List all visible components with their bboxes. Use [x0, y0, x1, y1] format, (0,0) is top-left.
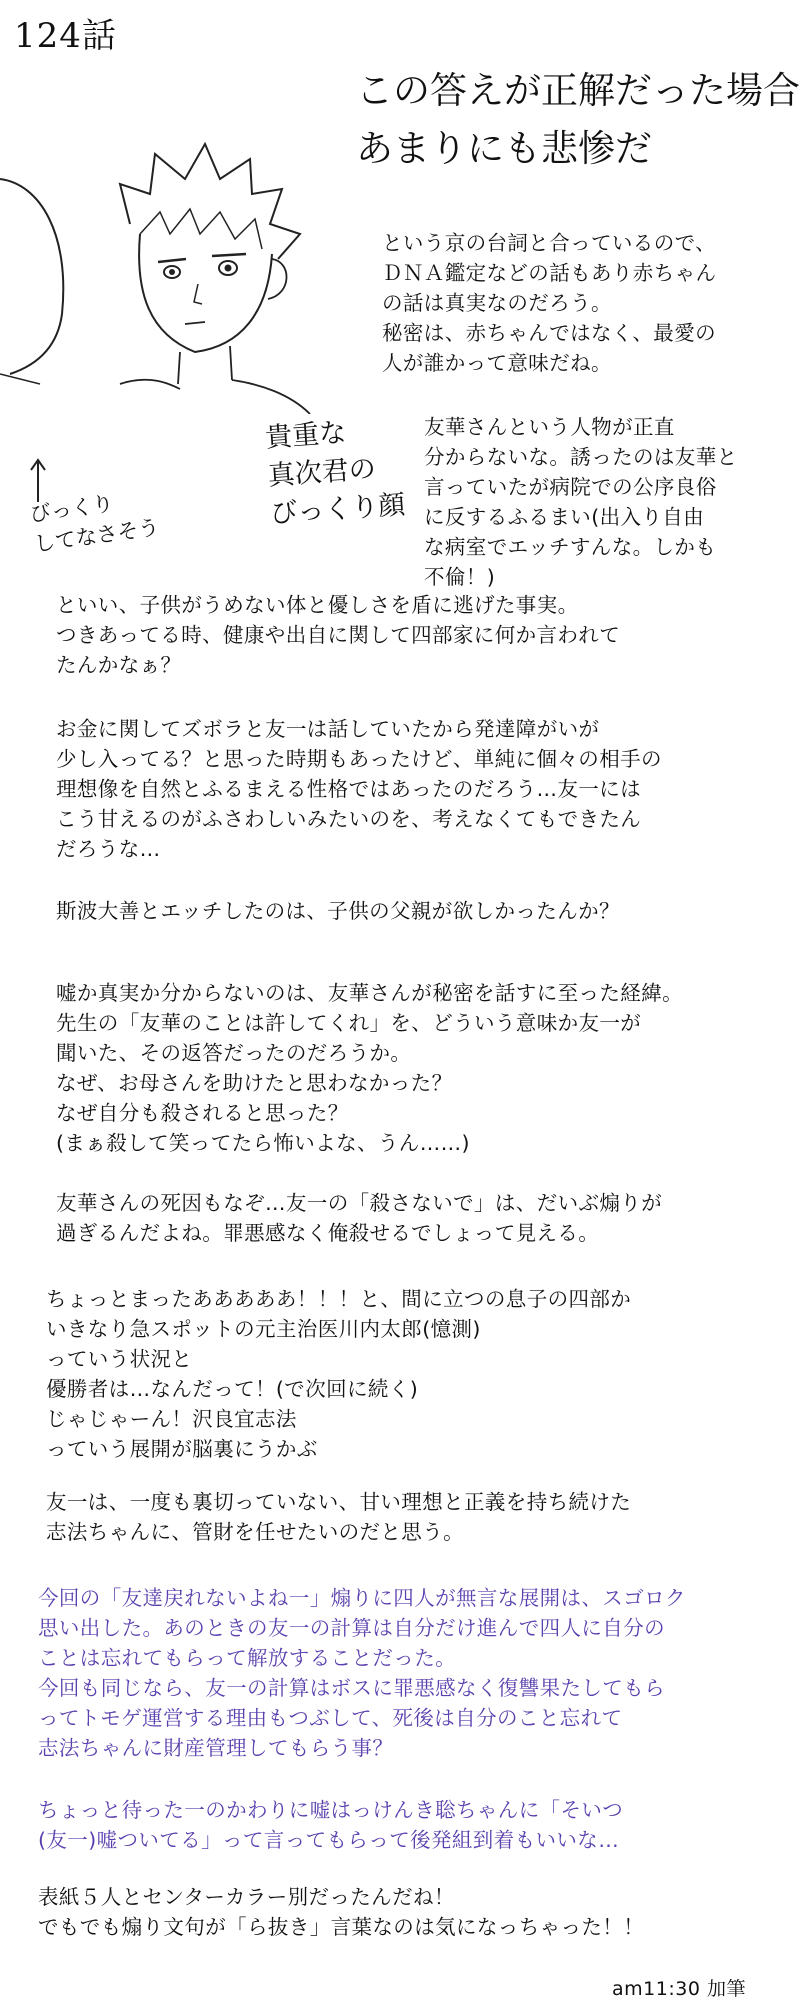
paragraph-death: 友華さんの死因もなぞ…友一の「殺さないで」は、だいぶ煽りが 過ぎるんだよね。罪悪感なく俺殺せるでしょって見える。 [56, 1191, 663, 1245]
character-sketch [0, 84, 380, 414]
arrow-up-icon [28, 458, 48, 502]
sketch-note-left: びっくり してなさそう [28, 491, 161, 557]
paragraph-yuichi: 友一は、一度も裏切っていない、甘い理想と正義を持ち続けた 志法ちゃんに、管財を任せたいのだと思う。 [46, 1490, 632, 1544]
sketch-note-mid: 貴重な 真次君の びっくり顔 [264, 417, 407, 530]
paragraph-toii: といい、子供がうめない体と優しさを盾に逃げた事実。 つきあってる時、健康や出自に関して四部家に何か言われて たんかなぁ？ [56, 593, 621, 677]
paragraph-yuka: 友華さんという人物が正直 分からないな。誘ったのは友華と 言っていたが病院での公序良俗 に反するふるまい(出入り自由 な病室でエッチすんな。しかも 不倫！) [424, 415, 738, 589]
paragraph-konkai: 今回の「友達戻れないよね一」煽りに四人が無言な展開は、スゴロク 思い出した。あのときの友一の計算は自分だけ進んで四人に自分の ことは忘れてもらって解放することだった。 今回も同じなら、友一の計算はボスに罪悪感なく復讐果たしてもら ってトモゲ運営する理由もつぶして、死後は自分のこと忘れて 志法ちゃんに財産管理してもらう事？ [38, 1586, 686, 1760]
paragraph-okane: お金に関してズボラと友一は話していたから発達障がいが 少し入ってる？と思った時期もあったけど、単純に個々の相手の 理想像を自然とふるまえる性格ではあったのだろう…友一には こう甘えるのがふさわしいみたいのを、考えなくてもできたん だろうな… [56, 717, 662, 861]
paragraph-shiba: 斯波大善とエッチしたのは、子供の父親が欲しかったんか？ [56, 899, 620, 923]
quote-text: この答えが正解だった場合 あまりにも悲惨だ [356, 69, 800, 170]
chapter-title: 124話 [14, 16, 117, 56]
edit-timestamp: am11:30 加筆 [612, 1978, 746, 2000]
paragraph-intro: という京の台詞と合っているので、 ＤＮＡ鑑定などの話もあり赤ちゃん の話は真実なのだろう。 秘密は、赤ちゃんではなく、最愛の 人が誰かって意味だね。 [382, 231, 717, 375]
paragraph-chotto: ちょっとまったあああああ！！！と、間に立つの息子の四部か いきなり急スポットの元主治医川内太郎(憶測) っていう状況と 優勝者は…なんだって！(で次回に続く) じゃじゃーん！沢良宜志法 っていう展開が脳裏にうかぶ [46, 1287, 632, 1461]
paragraph-chotto2: ちょっと待った一のかわりに嘘はっけんき聡ちゃんに「そいつ (友一)嘘ついてる」って言ってもらって後発組到着もいいな… [38, 1798, 624, 1852]
paragraph-uso: 嘘か真実か分からないのは、友華さんが秘密を話すに至った経緯。 先生の「友華のことは許してくれ」を、どういう意味か友一が 聞いた、その返答だったのだろうか。 なぜ、お母さんを助けたと思わなかった？ なぜ自分も殺されると思った？ (まぁ殺して笑ってたら怖いよな、うん……) [56, 981, 683, 1155]
paragraph-cover: 表紙５人とセンターカラー別だったんだね！ でもでも煽り文句が「ら抜き」言葉なのは気になっちゃった！！ [38, 1885, 645, 1939]
